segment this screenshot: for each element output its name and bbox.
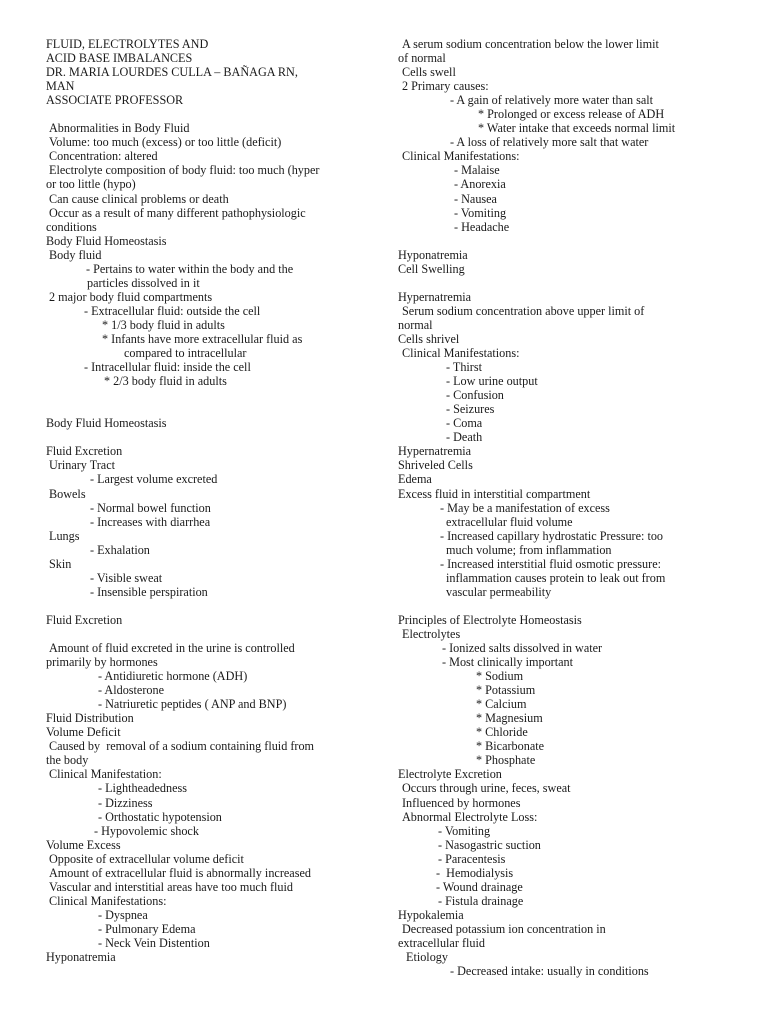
text-line: 2 major body fluid compartments [49, 289, 213, 304]
text-line: - Pertains to water within the body and the [86, 261, 294, 276]
text-line: Caused by removal of a sodium containing fluid from [49, 739, 315, 754]
text-line: - Nasogastric suction [438, 837, 541, 852]
text-line: - Increased interstitial fluid osmotic pressure: [440, 556, 661, 571]
text-line: - Increases with diarrhea [90, 514, 211, 529]
text-line: Occurs through urine, feces, sweat [402, 781, 571, 796]
text-line: - Decreased intake: usually in conditions [450, 964, 649, 979]
text-line [46, 627, 391, 641]
text-line [398, 276, 728, 290]
text-line: conditions [46, 219, 97, 234]
text-line: - Visible sweat [90, 570, 163, 585]
text-line: - Lightheadedness [98, 781, 188, 796]
text-line: Electrolyte Excretion [398, 767, 502, 782]
text-line: Urinary Tract [49, 458, 116, 473]
text-line: - Hypovolemic shock [94, 823, 199, 838]
text-line: A serum sodium concentration below the lower limit [402, 37, 659, 51]
text-line: - Normal bowel function [90, 500, 211, 515]
text-line: - May be a manifestation of excess [440, 500, 610, 515]
text-line: Body fluid [49, 247, 102, 262]
text-line: Clinical Manifestations: [402, 149, 520, 164]
text-line: - Dizziness [98, 795, 153, 810]
text-line: MAN [46, 79, 75, 94]
text-line: FLUID, ELECTROLYTES AND [46, 37, 209, 51]
text-line: - Nausea [454, 191, 497, 206]
text-line: Shriveled Cells [398, 458, 473, 473]
text-line: extracellular fluid volume [446, 514, 573, 529]
text-line: - Paracentesis [438, 851, 506, 866]
text-line: Opposite of extracellular volume deficit [49, 851, 244, 866]
text-line [398, 599, 728, 613]
text-line: primarily by hormones [46, 655, 158, 670]
text-line: - Fistula drainage [438, 893, 524, 908]
text-line: Fluid Excretion [46, 612, 123, 627]
text-line: - Anorexia [454, 177, 506, 192]
text-line: vascular permeability [446, 584, 552, 599]
text-line: - Confusion [446, 388, 504, 403]
text-line: Abnormal Electrolyte Loss: [402, 809, 538, 824]
text-line: Body Fluid Homeostasis [46, 233, 167, 248]
text-line: Hyponatremia [398, 247, 468, 262]
text-line: Hyponatremia [46, 950, 116, 965]
text-line: Skin [49, 556, 72, 571]
text-line: - Wound drainage [436, 879, 523, 894]
text-line: Cells shrivel [398, 331, 460, 346]
text-line: Clinical Manifestations: [402, 346, 520, 361]
text-line: - Headache [454, 219, 510, 234]
text-line: Amount of fluid excreted in the urine is controlled [49, 641, 295, 656]
text-line: - Insensible perspiration [90, 584, 208, 599]
text-line: Serum sodium concentration above upper limit of [402, 303, 645, 318]
text-line: ACID BASE IMBALANCES [46, 51, 193, 66]
text-line: - Natriuretic peptides ( ANP and BNP) [98, 697, 287, 712]
text-line: - Antidiuretic hormone (ADH) [98, 669, 248, 684]
text-line: Abnormalities in Body Fluid [49, 121, 190, 136]
text-line: Cell Swelling [398, 261, 465, 276]
text-line: - Pulmonary Edema [98, 921, 196, 936]
text-line: - Neck Vein Distention [98, 936, 210, 950]
text-line: Vascular and interstitial areas have too much fluid [49, 879, 294, 894]
text-line: Fluid Excretion [46, 444, 123, 459]
text-line: - Exhalation [90, 542, 150, 557]
text-line: DR. MARIA LOURDES CULLA – BAÑAGA RN, [46, 65, 298, 80]
text-line: * Sodium [476, 669, 524, 684]
text-line: particles dissolved in it [87, 275, 200, 290]
text-line: Hypernatremia [398, 289, 472, 304]
text-line: * Magnesium [476, 711, 543, 726]
text-line: - Orthostatic hypotension [98, 809, 222, 824]
text-line: * Water intake that exceeds normal limit [478, 121, 676, 136]
text-line: - Extracellular fluid: outside the cell [84, 303, 261, 318]
text-line: Concentration: altered [49, 149, 158, 164]
text-line: Occur as a result of many different pathophysiologic [49, 205, 306, 220]
text-line: Cells swell [402, 65, 456, 80]
text-line: Volume: too much (excess) or too little (deficit) [49, 135, 282, 150]
text-line: 2 Primary causes: [402, 79, 489, 94]
text-line: - Low urine output [446, 374, 538, 389]
text-line: * 1/3 body fluid in adults [102, 317, 225, 332]
text-line: - Vomiting [454, 205, 507, 220]
text-line: Etiology [406, 950, 448, 965]
right-text-column [398, 37, 728, 978]
text-line: * Infants have more extracellular fluid as [102, 331, 303, 346]
text-line: Principles of Electrolyte Homeostasis [398, 612, 582, 627]
text-line: or too little (hypo) [46, 177, 136, 192]
text-line: Electrolytes [402, 626, 461, 641]
text-line: Volume Excess [46, 837, 121, 852]
text-line: normal [398, 317, 433, 332]
left-text-column [46, 37, 391, 964]
text-line: * Bicarbonate [476, 739, 545, 754]
text-line [46, 599, 391, 613]
text-line: - Dyspnea [98, 907, 148, 922]
text-line: Volume Deficit [46, 725, 121, 740]
text-line: - Largest volume excreted [90, 472, 218, 487]
text-line: the body [46, 753, 89, 768]
text-line: Influenced by hormones [402, 795, 521, 810]
text-line: much volume; from inflammation [446, 542, 612, 557]
text-line: Body Fluid Homeostasis [46, 416, 167, 431]
text-line: - Thirst [446, 360, 482, 375]
text-line [46, 107, 391, 121]
text-line: - Hemodialysis [436, 865, 514, 880]
text-line: * Potassium [476, 683, 536, 698]
text-line: * Calcium [476, 697, 527, 712]
text-line: - A loss of relatively more salt that water [450, 135, 649, 150]
text-line: of normal [398, 51, 446, 66]
text-line: - Aldosterone [98, 683, 165, 698]
text-line: Decreased potassium ion concentration in [402, 921, 606, 936]
text-line: Fluid Distribution [46, 711, 134, 726]
text-line: Excess fluid in interstitial compartment [398, 486, 591, 501]
text-line: - Death [446, 430, 483, 445]
text-line: Clinical Manifestation: [49, 767, 162, 782]
text-line: * Chloride [476, 725, 528, 740]
text-line: * 2/3 body fluid in adults [104, 374, 227, 389]
text-line: Lungs [49, 528, 80, 543]
text-line [398, 234, 728, 248]
text-line: * Prolonged or excess release of ADH [478, 107, 665, 122]
text-line: - Malaise [454, 163, 500, 178]
text-line: ASSOCIATE PROFESSOR [46, 93, 184, 108]
text-line: inflammation causes protein to leak out from [446, 570, 666, 585]
text-line: - A gain of relatively more water than salt [450, 93, 654, 108]
text-line: Hypokalemia [398, 907, 464, 922]
text-line: Bowels [49, 486, 86, 501]
text-line [46, 402, 391, 416]
text-line: - Most clinically important [442, 655, 573, 670]
text-line: * Phosphate [476, 753, 536, 768]
text-line: Can cause clinical problems or death [49, 191, 229, 206]
text-line: - Intracellular fluid: inside the cell [84, 360, 251, 375]
text-line: - Seizures [446, 402, 495, 417]
text-line: extracellular fluid [398, 936, 485, 950]
text-line: Clinical Manifestations: [49, 893, 167, 908]
text-line [46, 388, 391, 402]
text-line: - Increased capillary hydrostatic Pressure: too [440, 528, 664, 543]
text-line: Amount of extracellular fluid is abnormally increased [49, 865, 311, 880]
text-line: compared to intracellular [124, 346, 247, 361]
text-line: - Ionized salts dissolved in water [442, 641, 603, 656]
text-line: - Coma [446, 416, 483, 431]
text-line [46, 430, 391, 444]
text-line: - Vomiting [438, 823, 491, 838]
text-line: Electrolyte composition of body fluid: too much (hyper [49, 163, 320, 178]
text-line: Hypernatremia [398, 444, 472, 459]
text-line: Edema [398, 472, 432, 487]
